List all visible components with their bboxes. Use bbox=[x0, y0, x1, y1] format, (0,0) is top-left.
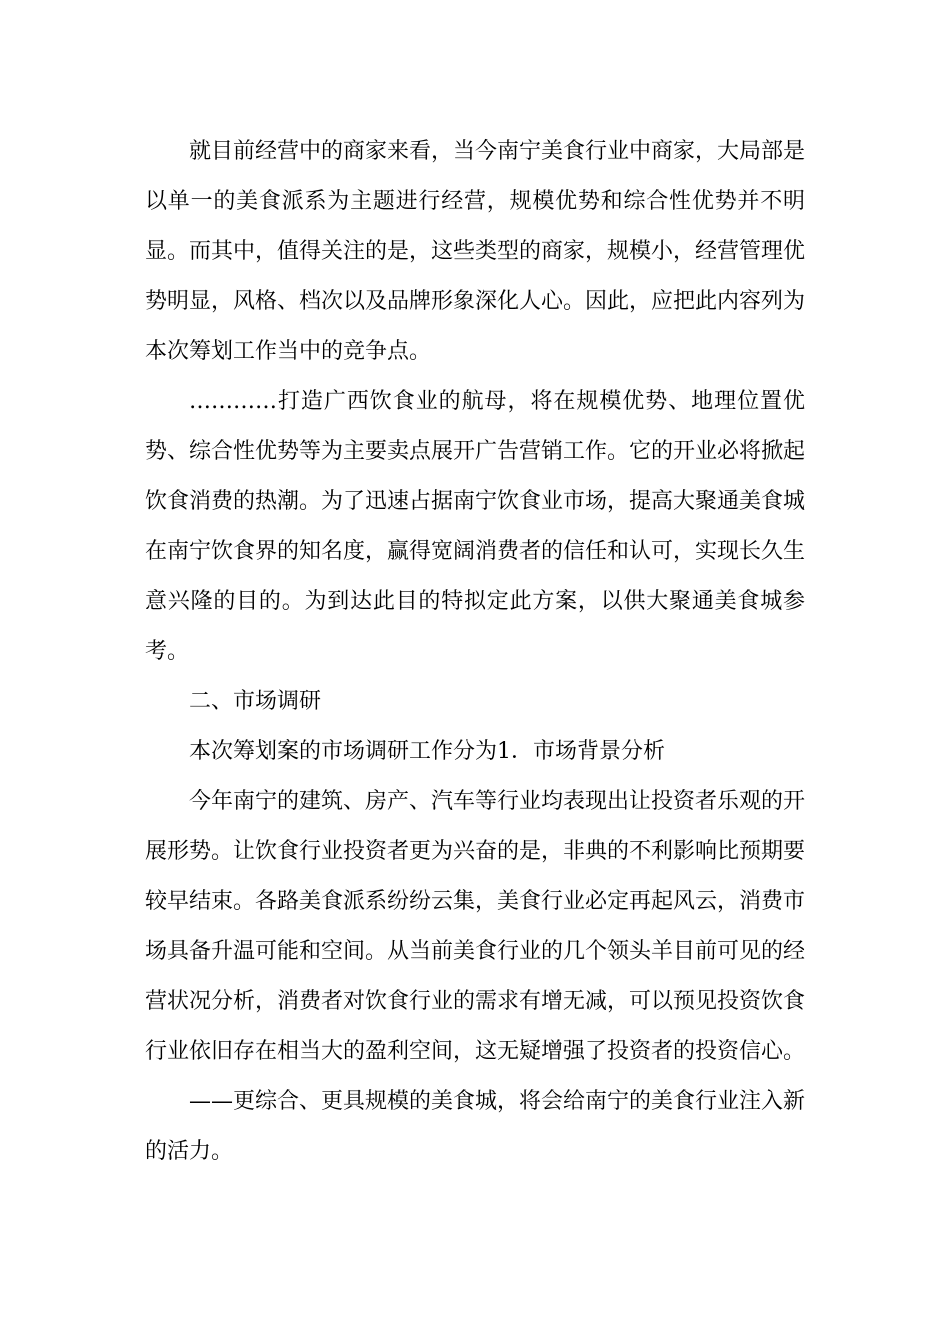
section-heading-market-research: 二、市场调研 bbox=[189, 689, 322, 714]
paragraph-aircraft-carrier: …………打造广西饮食业的航母，将在规模优势、地理位置优势、综合性优势等为主要卖点展开广告营销工作。它的开业必将掀起饮食消费的热潮。为了迅速占据南宁饮食业市场，提高大聚通美食城在南宁饮食界的知名度，赢得宽阔消费者的信任和认可，实现长久生意兴隆的目的。为到达此目的特拟定此方案，以供大聚通美食城参考。 bbox=[145, 389, 806, 664]
paragraph-competition: 就目前经营中的商家来看，当今南宁美食行业中商家，大局部是以单一的美食派系为主题进行经营，规模优势和综合性优势并不明显。而其中，值得关注的是，这些类型的商家，规模小，经营管理优势明显，风格、档次以及品牌形象深化人心。因此，应把此内容列为本次筹划工作当中的竞争点。 bbox=[145, 139, 806, 364]
paragraph-new-vitality: ——更综合、更具规模的美食城，将会给南宁的美食行业注入新的活力。 bbox=[145, 1089, 806, 1164]
document-page bbox=[145, 127, 805, 1177]
paragraph-research-scope: 本次筹划案的市场调研工作分为1．市场背景分析 bbox=[189, 739, 665, 764]
paragraph-market-background: 今年南宁的建筑、房产、汽车等行业均表现出让投资者乐观的开展形势。让饮食行业投资者更为兴奋的是，非典的不利影响比预期要较早结束。各路美食派系纷纷云集，美食行业必定再起风云，消费市场具备升温可能和空间。从当前美食行业的几个领头羊目前可见的经营状况分析，消费者对饮食行业的需求有增无减，可以预见投资饮食行业依旧存在相当大的盈利空间，这无疑增强了投资者的投资信心。 bbox=[145, 789, 806, 1064]
